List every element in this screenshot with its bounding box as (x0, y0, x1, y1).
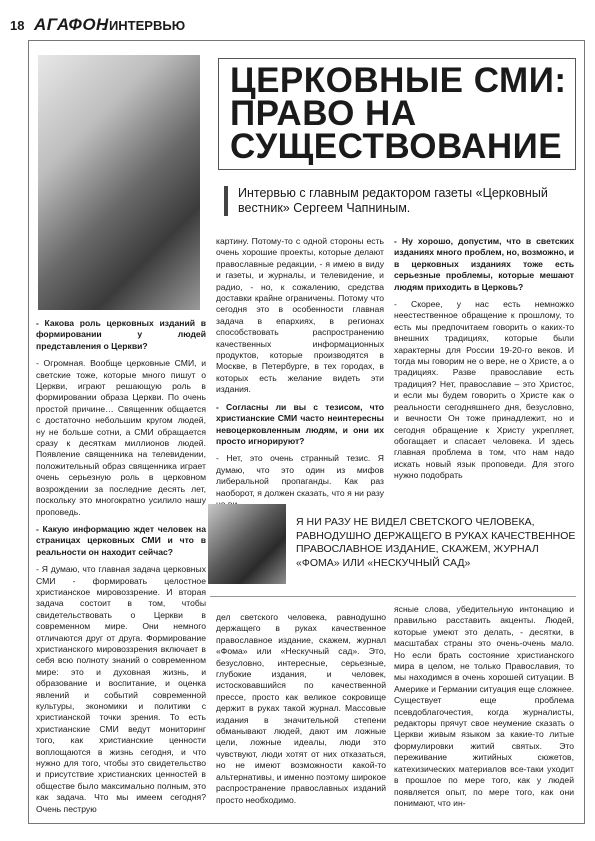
answer-paragraph: - Нет, это очень странный тезис. Я думаю, что это один из мифов либеральной пропаганды. Как раз наоборот, я должен сказать, что я ни разу (216, 453, 384, 498)
pullquote: Я НИ РАЗУ НЕ ВИДЕЛ СВЕТСКОГО ЧЕЛОВЕКА, РАВНОДУШНО ДЕРЖАЩЕГО В РУКАХ КАЧЕСТВЕННОЕ ПРАВОСЛАВНОЕ ИЗДАНИЕ, СКАЖЕМ, ЖУРНАЛ «ФОМА» ИЛИ «НЕСКУЧНЫЙ САД» (296, 516, 576, 569)
answer-paragraph: - Огромная. Вообще церковные СМИ, и светские тоже, которые много пишут о Церкви, играют решающую роль в формировании образа Церкви. По очень простой причине… Священник общается с достаточно небольшим кругом людей, ну не больше сотни, а СМИ обращается сразу к десяткам миллионов людей. Появление священника на телевидении, положительный образ священника играет очень серьезную роль в церковном возрождении за последние десять лет, поскольку это многократно усилило нашу проповедь. (36, 358, 206, 517)
page-header (10, 14, 585, 38)
answer-paragraph: картину. Потому-то с одной стороны есть очень хорошие проекты, которые делают православные редакции, - я имею в виду и газеты, и журналы, и телевидение, и радио, - но, к сожалению, средства доставки крайне ограничены. Потому что сегодня это в особенности главная задача в епархиях, в регионах способствовать распространению качественных информационных продуктов, которые производятся в Москве, в Петербурге, в тех городах, в которых есть желание видеть эти издания. (216, 236, 384, 395)
answer-paragraph: - Скорее, у нас есть немножко неестественное обращение к прошлому, то есть мы предпочитаем говорить о каких-то внешних традициях, которые были характерны для России 19-20-го веков. И тогда мы говорим не о вере, не о Христе, а о традициях. Разве православие есть традиция? Нет, православие – это Христос, и если мы будем говорить о Христе как о реальности сегодняшнего дня, безусловно, и вечности Он тоже принадлежит, но и сегодня обращение к Христу укрепляет, обогащает и спасает человека. И здесь главная проблема в том, что нам надо искать новый язык проповеди. Для этого нужно подобрать (394, 299, 574, 481)
section-label: : ИНТЕРВЬЮ (101, 18, 186, 33)
article-subtitle: Интервью с главным редактором газеты «Церковный вестник» Сергеем Чапниным. (224, 186, 588, 216)
answer-paragraph: дел светского человека, равнодушно держащего в руках качественное православное издание, скажем, журнал «Фома» или «Нескучный сад». Это, безусловно, интересные, серьезные, глубокие издания, и человек, истосковавшийся по качественной прессе, просто как великое сокровище держит в руках такой журнал. Массовые издания в значительной степени обманывают людей, дают им ложные цели, ложные идеалы, люди это чувствуют, люди хотят от них отказаться, но не имеют возможности какой-то альтернативы, и именно поэтому широкое распространение православных изданий просто необходимо. (216, 612, 386, 805)
article-title: ЦЕРКОВНЫЕ СМИ: ПРАВО НА СУЩЕСТВОВАНИЕ (230, 61, 567, 166)
question-paragraph: - Какую информацию ждет человек на страницах церковных СМИ и что в реальности он находит сейчас? (36, 523, 206, 557)
page-number: 18 (10, 18, 25, 33)
answer-paragraph: - Я думаю, что главная задача церковных СМИ - формировать целостное христианское мировоззрение. И вторая задача состоит в том, чтобы свидетельствовать о Церкви в современном мире. Они немного отличаются друг от друга. Формирование христианского мировоззрения включает в себя всю полноту знаний о современном мире: это и духовная жизнь, и образование и воспитание, и оценка явлений и событий современной культуры, экономики и политики с христианской точки зрения. То есть христианские СМИ ведут мониторинг того, как христианские ценности воплощаются в жизнь сегодня, и что нужно для того, чтобы это свидетельство и присутствие христианских ценностей в обществе было максимально полным, это как задача. Что мы имеем сегодня? Очень пеструю (36, 564, 206, 814)
question-paragraph: - Ну хорошо, допустим, что в светских изданиях много проблем, но, возможно, и в церковных изданиях тоже есть серьезные проблемы, которые мешают людям приходить в Церковь? (394, 236, 574, 292)
column-5 (394, 604, 574, 816)
pullquote-photo (208, 504, 286, 584)
question-paragraph: - Какова роль церковных изданий в формировании у людей представления о Церкви? (36, 318, 206, 351)
column-2 (216, 236, 384, 498)
question-paragraph: - Согласны ли вы с тезисом, что христианские СМИ часто неинтересны невоцерковленным людям, и они их просто игнорируют? (216, 401, 384, 446)
column-1 (36, 318, 206, 814)
interviewee-photo (38, 55, 200, 310)
answer-paragraph: ясные слова, убедительную интонацию и правильно расставить акценты. Людей, которые умеют это делать, - десятки, в масштабах страны это очень-очень мало. Но если брать состояние христианского мира в целом, не только Православия, то мы находимся в очень хорошей ситуации. В Америке и Германии ситуация еще сложнее. Существует еще проблема псевдоблагочестия, когда журналисты, редакторы прячут свое неумение сказать о Церкви живым языком за какие-то литые формулировки житий святых. Это переживание житийных сюжетов, катехизических материалов все-таки уходит в прошлое по мере того, как у людей появляется опыт, по мере того, как они понимают, что ин- (394, 604, 574, 808)
column-3 (394, 236, 574, 490)
column-4 (216, 612, 386, 816)
pullquote-divider (210, 596, 576, 597)
magazine-logo: АГАФОН (34, 15, 109, 34)
